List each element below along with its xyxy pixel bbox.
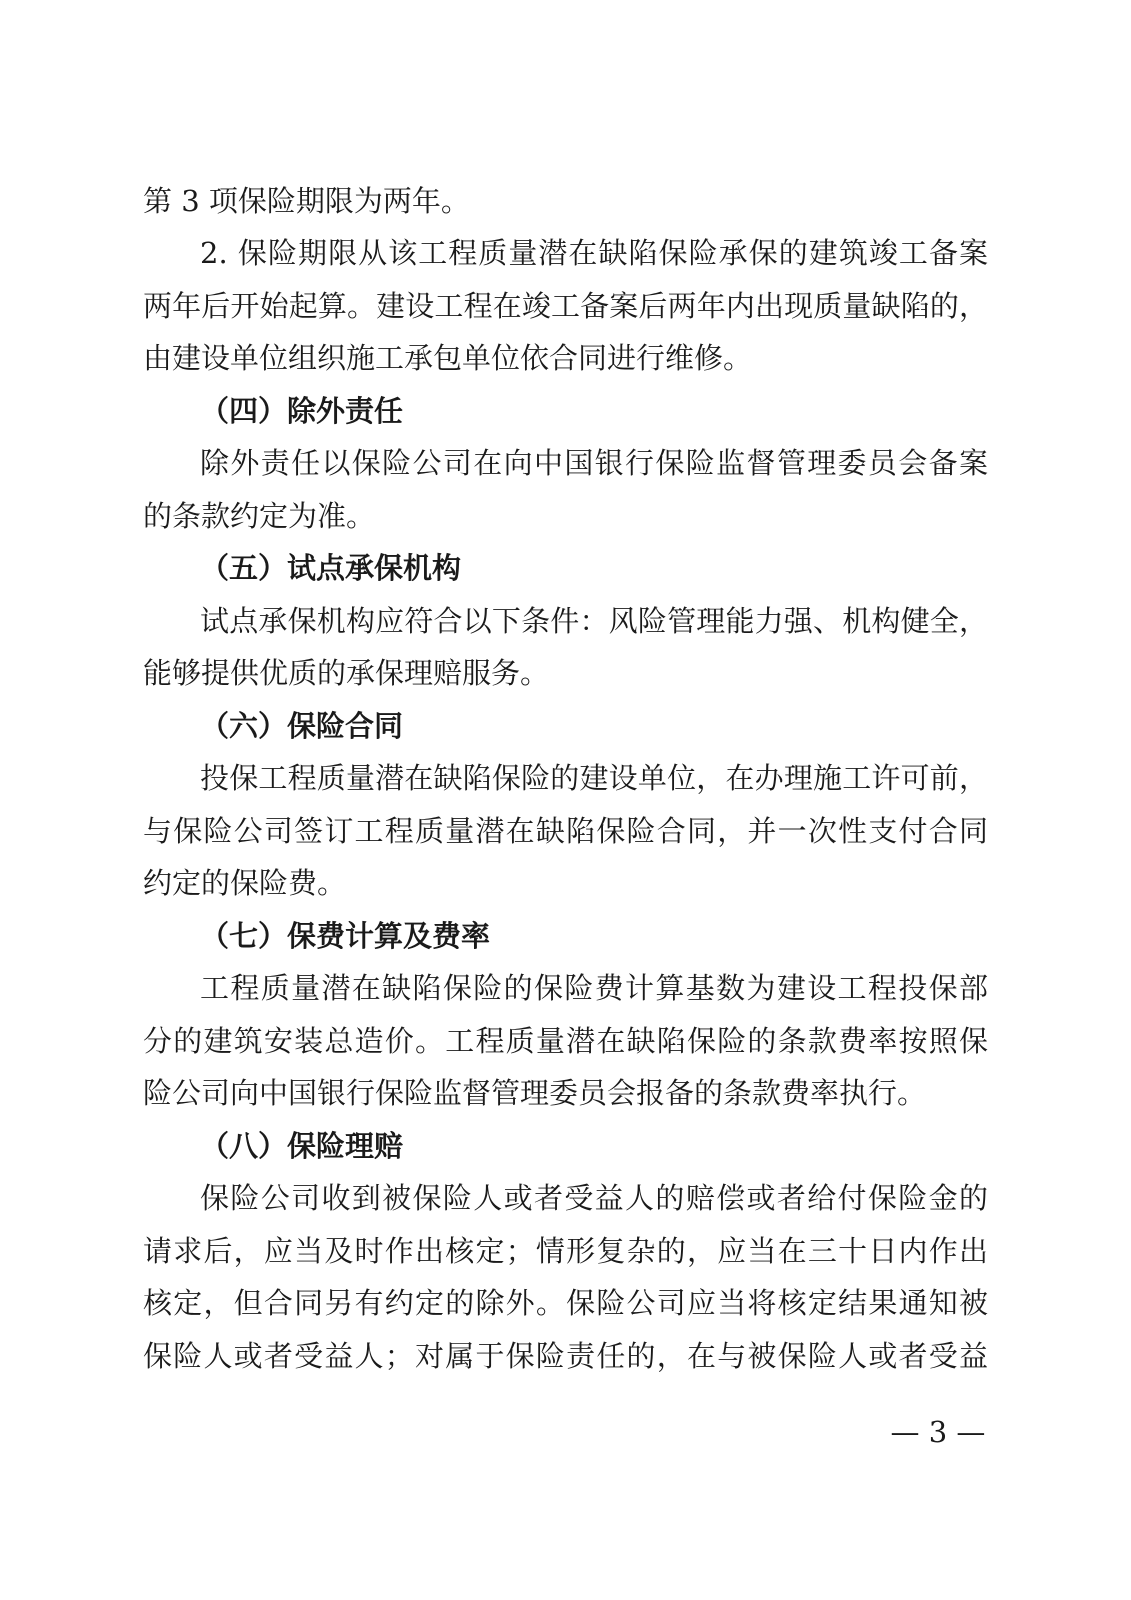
text-line: 第 3 项保险期限为两年。 — [143, 184, 470, 218]
text-line: 约定的保险费。 — [143, 866, 347, 900]
text-line: 能够提供优质的承保理赔服务。 — [143, 656, 550, 690]
text-line: 保险人或者受益人；对属于保险责任的，在与被保险人或者受益 — [143, 1339, 988, 1373]
text-line: 核定，但合同另有约定的除外。保险公司应当将核定结果通知被 — [143, 1286, 988, 1320]
text-line: 请求后，应当及时作出核定；情形复杂的，应当在三十日内作出 — [143, 1234, 988, 1268]
text-line: 的条款约定为准。 — [143, 499, 376, 533]
text-line: 试点承保机构应符合以下条件：风险管理能力强、机构健全， — [200, 604, 988, 638]
text-line: 工程质量潜在缺陷保险的保险费计算基数为建设工程投保部 — [200, 971, 988, 1005]
text-line: 由建设单位组织施工承包单位依合同进行维修。 — [143, 341, 753, 375]
text-line: 保险公司收到被保险人或者受益人的赔偿或者给付保险金的 — [200, 1181, 988, 1215]
section-heading: （五）试点承保机构 — [200, 551, 462, 585]
section-heading: （七）保费计算及费率 — [200, 919, 491, 953]
text-line: 投保工程质量潜在缺陷保险的建设单位，在办理施工许可前， — [200, 761, 988, 795]
text-line: 分的建筑安装总造价。工程质量潜在缺陷保险的条款费率按照保 — [143, 1024, 988, 1058]
text-line: 与保险公司签订工程质量潜在缺陷保险合同，并一次性支付合同 — [143, 814, 988, 848]
section-heading: （八）保险理赔 — [200, 1129, 404, 1163]
section-heading: （四）除外责任 — [200, 394, 404, 428]
text-line: 两年后开始起算。建设工程在竣工备案后两年内出现质量缺陷的， — [143, 289, 988, 323]
text-line: 险公司向中国银行保险监督管理委员会报备的条款费率执行。 — [143, 1076, 927, 1110]
text-line: 2. 保险期限从该工程质量潜在缺陷保险承保的建筑竣工备案 — [200, 236, 988, 270]
section-heading: （六）保险合同 — [200, 709, 404, 743]
text-line: 除外责任以保险公司在向中国银行保险监督管理委员会备案 — [200, 446, 988, 480]
page-number: — 3 — — [890, 1415, 986, 1449]
